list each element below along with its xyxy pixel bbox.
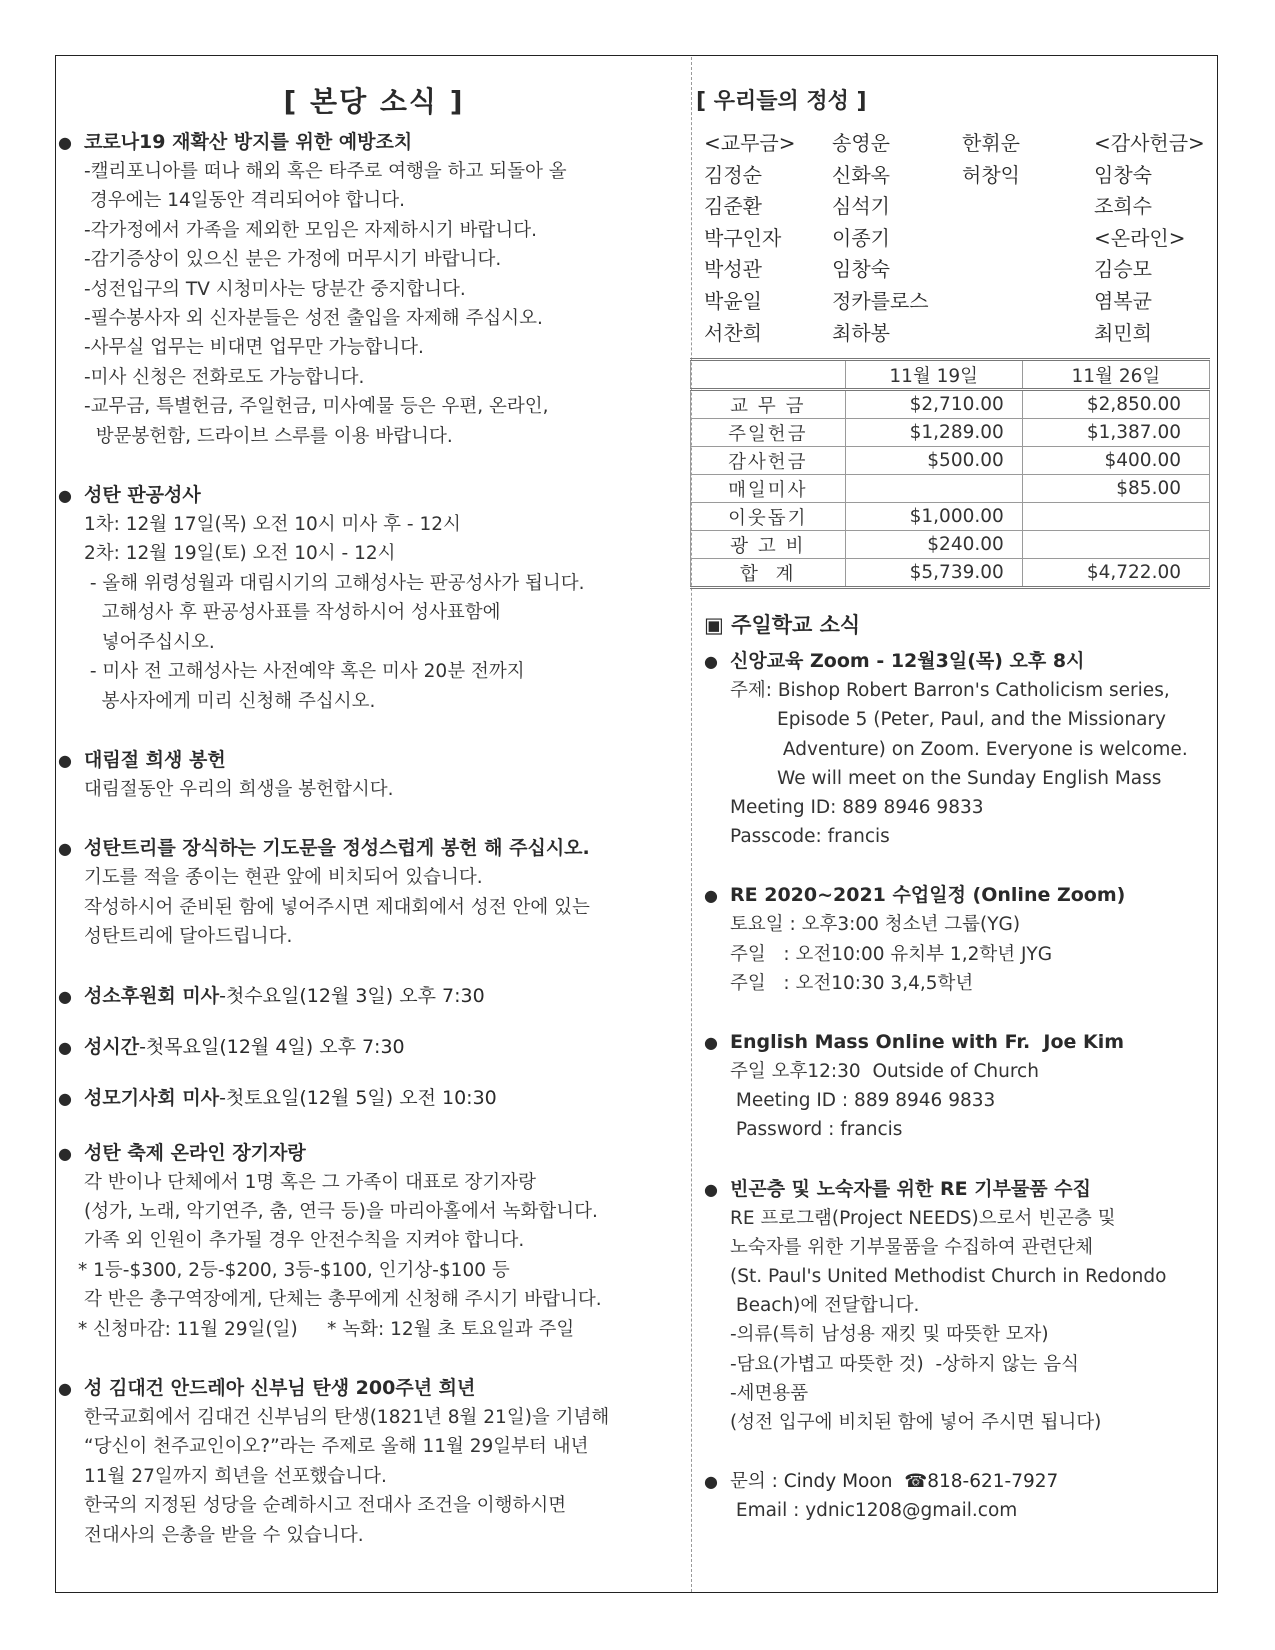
tree-line: 성탄트리에 달아드립니다. [84, 926, 293, 948]
jubilee-section [58, 1374, 690, 1550]
needs-line: -담요(가볍고 따뜻한 것) -상하지 않는 음식 [730, 1353, 1080, 1375]
talent-line: 가족 외 인원이 추가될 경우 안전수칙을 지켜야 합니다. [84, 1230, 525, 1252]
corona-line: -사무실 업무는 비대면 업무만 가능합니다. [84, 337, 424, 359]
event-detail: -첫수요일(12월 3일) 오후 7:30 [219, 984, 485, 1007]
bullet-icon: ● [58, 750, 72, 770]
advent-heading: 대림절 희생 봉헌 [84, 748, 226, 771]
needs-line: RE 프로그램(Project NEEDS)으로서 빈곤층 및 [730, 1207, 1116, 1229]
donor-name [962, 319, 1094, 349]
talent-section [58, 1139, 690, 1344]
bullet-icon: ● [58, 1143, 72, 1163]
confession-line: - 미사 전 고해성사는 사전예약 혹은 미사 20분 전까지 [84, 661, 525, 683]
donor-name: 임창숙 [832, 257, 890, 282]
cell-value: $4,722.00 [1022, 559, 1209, 588]
cell-value [845, 475, 1022, 503]
table-row [691, 390, 1210, 419]
parish-news-title: [ 본당 소식 ] [283, 85, 465, 118]
column-divider [691, 57, 692, 1592]
donor-name: 이종기 [832, 225, 890, 250]
row-label: 광 고 비 [691, 531, 846, 559]
bullet-icon: ● [58, 133, 72, 152]
talent-line: * 1등-$300, 2등-$200, 3등-$100, 인기상-$100 등 [78, 1259, 510, 1281]
row-label: 감사헌금 [691, 447, 846, 475]
cell-value: $240.00 [845, 531, 1022, 559]
table-row [691, 531, 1210, 559]
donor-name: 심석기 [832, 194, 890, 219]
bullet-icon: ● [58, 1037, 72, 1057]
donor-name: 서찬희 [704, 320, 762, 345]
donor-name [962, 224, 1094, 254]
donor-name: 김준환 [704, 194, 762, 219]
confession-line: 봉사자에게 미리 신청해 주십시오. [84, 690, 376, 712]
re-heading: RE 2020~2021 수업일정 (Online Zoom) [730, 884, 1126, 907]
faith-line: Meeting ID: 889 8946 9833 [730, 796, 984, 818]
needs-heading: 빈곤층 및 노숙자를 위한 RE 기부물품 수집 [730, 1177, 1091, 1200]
bullet-icon: ● [704, 1179, 718, 1199]
confession-line: 넣어주십시오. [84, 631, 215, 653]
cell-value: $2,710.00 [845, 390, 1022, 419]
table-row [691, 503, 1210, 531]
donor-name: 정카를로스 [832, 288, 929, 313]
donor-name: 박성관 [704, 257, 762, 282]
table-header-cell: 11월 19일 [845, 360, 1022, 390]
needs-line: Beach)에 전달합니다. [730, 1295, 920, 1317]
cell-value: $1,000.00 [845, 503, 1022, 531]
bullet-icon: ● [58, 1088, 72, 1108]
table-total-row [691, 559, 1210, 588]
corona-line: 경우에는 14일동안 격리되어야 합니다. [84, 190, 406, 212]
donor-name [962, 255, 1094, 285]
confession-line: 1차: 12월 17일(목) 오전 10시 미사 후 - 12시 [84, 514, 461, 536]
talent-line: (성가, 노래, 악기연주, 춤, 연극 등)을 마리아홀에서 녹화합니다. [84, 1200, 598, 1222]
donor-name: 김정순 [704, 162, 762, 187]
left-column [58, 80, 690, 1580]
donor-name: 신화옥 [832, 162, 890, 187]
english-mass-section [704, 1028, 1216, 1145]
event-title: 성모기사회 미사 [84, 1086, 220, 1109]
bullet-icon: ● [704, 652, 718, 672]
donor-name: 조희수 [1094, 194, 1152, 219]
row-label: 주일헌금 [691, 419, 846, 447]
re-line: 토요일 : 오후3:00 청소년 그룹(YG) [730, 914, 1021, 936]
needs-line: -의류(특히 남성용 재킷 및 따뜻한 모자) [730, 1324, 1049, 1346]
jubilee-line: 한국의 지정된 성당을 순례하시고 전대사 조건을 이행하시면 [84, 1495, 567, 1517]
donor-name: 송영운 [832, 131, 890, 155]
tree-line: 작성하시어 준비된 함에 넣어주시면 제대회에서 성전 안에 있는 [84, 896, 590, 918]
donor-name [962, 192, 1094, 222]
faith-section [704, 647, 1216, 851]
event-detail: -첫토요일(12월 5일) 오전 10:30 [219, 1086, 497, 1109]
donor-name: 김승모 [1094, 257, 1152, 282]
jubilee-heading: 성 김대건 안드레아 신부님 탄생 200주년 희년 [84, 1376, 476, 1399]
table-header-cell [691, 360, 846, 390]
contact-section [704, 1467, 1216, 1525]
sunday-school-title: ▣ 주일학교 소식 [704, 613, 861, 638]
row-label: 매일미사 [691, 475, 846, 503]
event-item [58, 1084, 690, 1113]
table-row [691, 419, 1210, 447]
corona-line: -미사 신청은 전화로도 가능합니다. [84, 366, 365, 388]
talent-line: 각 반이나 단체에서 1명 혹은 그 가족이 대표로 장기자랑 [84, 1171, 536, 1193]
re-line: 주일 : 오전10:30 3,4,5학년 [730, 972, 974, 994]
talent-line: * 신청마감: 11월 29일(일) * 녹화: 12월 초 토요일과 주일 [78, 1318, 575, 1340]
re-line: 주일 : 오전10:00 유치부 1,2학년 JYG [730, 943, 1053, 965]
donor-name: 염복균 [1094, 288, 1152, 313]
donor-name: 한휘운 [962, 131, 1020, 155]
faith-line: Episode 5 (Peter, Paul, and the Missionary [730, 709, 1166, 731]
event-detail: -첫목요일(12월 4일) 오후 7:30 [139, 1035, 405, 1058]
tree-line: 기도를 적을 종이는 현관 앞에 비치되어 있습니다. [84, 867, 483, 889]
english-line: Password : francis [730, 1119, 903, 1141]
corona-line: -필수봉사자 외 신자분들은 성전 출입을 자제해 주십시오. [84, 308, 543, 330]
english-heading: English Mass Online with Fr. Joe Kim [730, 1030, 1125, 1053]
corona-line: -캘리포니아를 떠나 해외 혹은 타주로 여행을 하고 되돌아 올 [84, 161, 567, 182]
bullet-icon: ● [704, 886, 718, 906]
donor-name: 임창숙 [1094, 162, 1152, 187]
event-item [58, 1033, 690, 1062]
table-header-row [691, 360, 1210, 390]
corona-line: -각가정에서 가족을 제외한 모임은 자제하시기 바랍니다. [84, 219, 537, 241]
donor-name: 박구인자 [704, 225, 782, 250]
table-header-cell: 11월 26일 [1022, 360, 1209, 390]
cell-value: $400.00 [1022, 447, 1209, 475]
bullet-icon: ● [58, 986, 72, 1006]
cell-value: $5,739.00 [845, 559, 1022, 588]
jubilee-line: 11월 27일까지 희년을 선포했습니다. [84, 1465, 387, 1487]
english-line: 주일 오후12:30 Outside of Church [730, 1060, 1039, 1082]
faith-line: Passcode: francis [730, 826, 890, 848]
needs-line: 노숙자를 위한 기부물품을 수집하여 관련단체 [730, 1236, 1094, 1258]
contact-phone[interactable]: ☎818-621-7927 [904, 1471, 1059, 1493]
row-label: 합 계 [691, 559, 846, 588]
contact-email[interactable]: Email : ydnic1208@gmail.com [730, 1500, 1018, 1522]
needs-line: -세면용품 [730, 1382, 809, 1404]
corona-line: 방문봉헌함, 드라이브 스루를 이용 바랍니다. [84, 425, 453, 447]
event-title: 성시간 [84, 1035, 140, 1058]
confession-line: - 올해 위령성월과 대림시기의 고해성사는 판공성사가 됩니다. [84, 572, 585, 594]
bullet-icon: ● [58, 486, 72, 506]
donor-name: <감사헌금> [1094, 131, 1205, 155]
cell-value: $2,850.00 [1022, 390, 1209, 419]
faith-heading: 신앙교육 Zoom - 12월3일(목) 오후 8시 [730, 650, 1085, 673]
donor-names-grid [704, 129, 1216, 348]
corona-line: -교무금, 특별헌금, 주일헌금, 미사예물 등은 우편, 온라인, [84, 396, 549, 418]
talent-line: 각 반은 총구역장에게, 단체는 총무에게 신청해 주시기 바랍니다. [84, 1289, 602, 1311]
corona-line: -성전입구의 TV 시청미사는 당분간 중지합니다. [84, 278, 466, 300]
needs-line: (성전 입구에 비치된 함에 넣어 주시면 됩니다) [730, 1412, 1102, 1434]
contact-label: 문의 : Cindy Moon [730, 1471, 905, 1493]
table-row [691, 447, 1210, 475]
event-item [58, 982, 690, 1011]
needs-section [704, 1175, 1216, 1438]
confession-line: 고해성사 후 판공성사표를 작성하시어 성사표함에 [84, 602, 501, 624]
bullet-icon: ● [704, 1032, 718, 1052]
faith-line: Adventure) on Zoom. Everyone is welcome. [730, 738, 1188, 760]
jubilee-line: 한국교회에서 김대건 신부님의 탄생(1821년 8월 21일)을 기념해 [84, 1406, 610, 1428]
donor-name: <온라인> [1094, 225, 1186, 250]
cell-value [1022, 503, 1209, 531]
talent-heading: 성탄 축제 온라인 장기자랑 [84, 1141, 306, 1164]
tree-heading: 성탄트리를 장식하는 기도문을 정성스럽게 봉헌 해 주십시오. [84, 837, 590, 860]
confession-section [58, 481, 690, 716]
offerings-title: [ 우리들의 정성 ] [696, 89, 867, 114]
row-label: 교 무 금 [691, 390, 846, 419]
bullet-icon: ● [58, 839, 72, 859]
english-line: Meeting ID : 889 8946 9833 [730, 1090, 996, 1112]
confession-line: 2차: 12월 19일(토) 오전 10시 - 12시 [84, 543, 396, 565]
offering-table [690, 358, 1210, 589]
faith-line: We will meet on the Sunday English Mass [730, 767, 1162, 789]
donor-name: 박윤일 [704, 288, 762, 313]
advent-line: 대림절동안 우리의 희생을 봉헌합시다. [84, 778, 394, 800]
row-label: 이웃돕기 [691, 503, 846, 531]
table-row [691, 475, 1210, 503]
jubilee-line: “당신이 천주교인이오?”라는 주제로 올해 11월 29일부터 내년 [84, 1436, 589, 1458]
corona-line: -감기증상이 있으신 분은 가정에 머무시기 바랍니다. [84, 249, 502, 271]
needs-line: (St. Paul's United Methodist Church in Redondo [730, 1266, 1167, 1287]
bullet-icon: ● [58, 1378, 72, 1398]
donor-name: <교무금> [704, 131, 796, 155]
cell-value: $1,289.00 [845, 419, 1022, 447]
bullet-icon: ● [704, 1472, 718, 1492]
re-schedule-section [704, 881, 1216, 998]
jubilee-line: 전대사의 은총을 받을 수 있습니다. [84, 1524, 364, 1546]
tree-section [58, 834, 690, 951]
advent-section [58, 746, 690, 804]
donor-name: 허창익 [962, 162, 1020, 187]
faith-line: 주제: Bishop Robert Barron's Catholicism series, [730, 680, 1170, 702]
event-title: 성소후원회 미사 [84, 984, 220, 1007]
right-column [696, 80, 1216, 1555]
corona-section [58, 128, 690, 451]
donor-name: 최하봉 [832, 320, 890, 345]
donor-name [962, 287, 1094, 317]
donor-name: 최민희 [1094, 320, 1152, 345]
cell-value: $85.00 [1022, 475, 1209, 503]
cell-value [1022, 531, 1209, 559]
cell-value: $500.00 [845, 447, 1022, 475]
confession-heading: 성탄 판공성사 [84, 484, 201, 507]
cell-value: $1,387.00 [1022, 419, 1209, 447]
corona-heading: 코로나19 재확산 방지를 위한 예방조치 [84, 131, 413, 153]
